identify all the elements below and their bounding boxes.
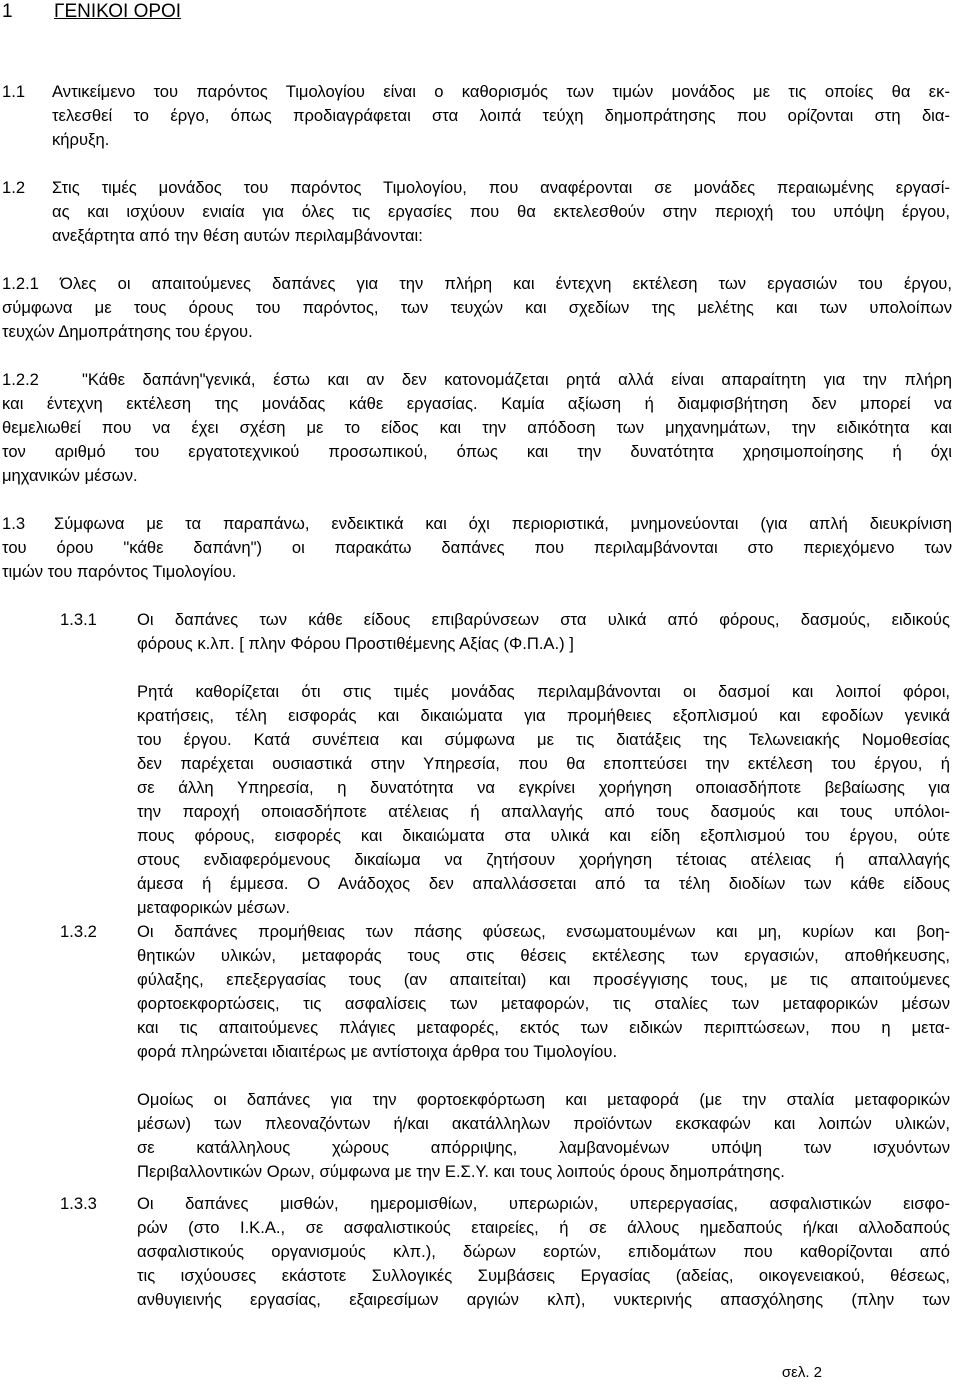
paragraph-line: μέσων) των πλεοναζόντων ή/και ακατάλληλων προϊόντων εκσκαφών και λοιπών υλικών, xyxy=(137,1114,950,1133)
section-number-1-2: 1.2 xyxy=(2,178,26,197)
paragraph-line: άμεσα ή έμμεσα. Ο Ανάδοχος δεν απαλλάσσεται από τα τέλη διοδίων των κάθε είδους xyxy=(137,874,950,893)
heading-title: ΓΕΝΙΚΟΙ ΟΡΟΙ xyxy=(54,1,182,22)
paragraph-line: μεταφορικών μέσων. xyxy=(137,898,291,917)
paragraph-line: μηχανικών μέσων. xyxy=(2,466,138,485)
paragraph-line: Περιβαλλοντικών Ορων, σύμφωνα με την Ε.Σ.Υ. και τους λοιπούς όρους δημοπράτησης. xyxy=(137,1162,785,1181)
paragraph-1-3-1-body xyxy=(137,680,950,920)
paragraph-line: τις ισχύουσες εκάστοτε Συλλογικές Συμβάσεις Εργασίας (αδείας, οικογενειακού, θέσεως, xyxy=(137,1266,950,1285)
paragraph-line: του όρου "κάθε δαπάνη") οι παρακάτω δαπάνες που περιλαμβάνονται στο περιεχόμενο των xyxy=(2,538,952,557)
paragraph-line: Αντικείμενο του παρόντος Τιμολογίου είναι ο καθορισμός των τιμών μονάδος με τις οποίες θα εκ- xyxy=(52,82,950,101)
paragraph-1-2-2 xyxy=(2,368,952,488)
paragraph-1-2 xyxy=(52,176,950,248)
paragraph-1-3-3 xyxy=(137,1192,950,1312)
paragraph-line: στους ενδιαφερόμενους δικαίωμα να ζητήσουν χορήγηση τέτοιας ατέλειας ή απαλλαγής xyxy=(137,850,950,869)
section-number-1-1: 1.1 xyxy=(2,82,26,101)
paragraph-1-3-1 xyxy=(137,608,950,656)
paragraph-line: τον αριθμό του εργατοτεχνικού προσωπικού, όπως και την δυνατότητα χρησιμοποίησης ή όχι xyxy=(2,442,952,461)
page-number: σελ. 2 xyxy=(781,1364,822,1381)
paragraph-line: 1.2.1 Όλες οι απαιτούμενες δαπάνες για την πλήρη και έντεχνη εκτέλεση των εργασιών του έργου, xyxy=(2,274,952,293)
paragraph-line: τιμών του παρόντος Τιμολογίου. xyxy=(2,562,237,581)
paragraph-line: ανθυγιεινής εργασίας, εξαιρεσίμων αργιών κλπ), νυκτερινής απασχόλησης (πλην των xyxy=(137,1290,950,1309)
paragraph-line: Οι δαπάνες προμήθειας των πάσης φύσεως, ενσωματουμένων και μη, κυρίων και βοη- xyxy=(137,922,950,941)
paragraph-line: σε άλλη Υπηρεσία, η δυνατότητα να εγκρίνει χορήγηση οποιασδήποτε βεβαίωσης για xyxy=(137,778,950,797)
paragraph-line: ανεξάρτητα από την θέση αυτών περιλαμβάνονται: xyxy=(52,226,423,245)
paragraph-line: φορτοεκφορτώσεις, τις ασφαλίσεις των μεταφορών, τις σταλίες των μεταφορικών μέσων xyxy=(137,994,950,1013)
paragraph-line: Στις τιμές μονάδος του παρόντος Τιμολογίου, που αναφέρονται σε μονάδες περαιωμένης εργασί- xyxy=(52,178,950,197)
section-number-1-3-1: 1.3.1 xyxy=(60,610,97,629)
section-heading xyxy=(2,0,181,24)
paragraph-line: σε κατάλληλους χώρους απόρριψης, λαμβανομένων υπόψη των ισχυόντων xyxy=(137,1138,950,1157)
paragraph-line: ας και ισχύουν ενιαία για όλες τις εργασίες που θα εκτελεσθούν στην περιοχή του υπόψη έργου, xyxy=(52,202,950,221)
paragraph-line: φόρους κ.λπ. [ πλην Φόρου Προστιθέμενης Αξίας (Φ.Π.Α.) ] xyxy=(137,634,574,653)
paragraph-line: και τις απαιτούμενες πλάγιες μεταφορές, εκτός των ειδικών περιπτώσεων, που η μετα- xyxy=(137,1018,950,1037)
paragraph-line: τευχών Δημοπράτησης του έργου. xyxy=(2,322,253,341)
paragraph-line: την παροχή οποιασδήποτε ατέλειας ή απαλλαγής από τους δασμούς και τους υπόλοι- xyxy=(137,802,950,821)
paragraph-1-3-2 xyxy=(137,920,950,1064)
paragraph-line: του έργου. Κατά συνέπεια και σύμφωνα με τις διατάξεις της Τελωνειακής Νομοθεσίας xyxy=(137,730,950,749)
paragraph-line: φορά πληρώνεται ιδιαιτέρως με αντίστοιχα άρθρα του Τιμολογίου. xyxy=(137,1042,618,1061)
paragraph-line: τελεσθεί το έργο, όπως προδιαγράφεται στα λοιπά τεύχη δημοπράτησης που ορίζονται στη δια- xyxy=(52,106,950,125)
paragraph-1-1 xyxy=(52,80,950,152)
heading-number: 1 xyxy=(2,1,13,22)
paragraph-line: και έντεχνη εκτέλεση της μονάδας κάθε εργασίας. Καμία αξίωση ή διαμφισβήτηση δεν μπορεί να xyxy=(2,394,952,413)
paragraph-line: πους φόρους, εισφορές και δικαιώματα στα υλικά και είδη εξοπλισμού του έργου, ούτε xyxy=(137,826,950,845)
paragraph-1-3-2-body xyxy=(137,1088,950,1184)
paragraph-line: Οι δαπάνες των κάθε είδους επιβαρύνσεων στα υλικά από φόρους, δασμούς, ειδικούς xyxy=(137,610,950,629)
paragraph-line: Σύμφωνα με τα παραπάνω, ενδεικτικά και όχι περιοριστικά, μνημονεύονται (για απλή διευκρίνιση xyxy=(54,514,952,533)
paragraph-line: θητικών υλικών, μεταφοράς τους στις θέσεις εκτέλεσης των εργασιών, αποθήκευσης, xyxy=(137,946,950,965)
paragraph-line: Ομοίως οι δαπάνες για την φορτοεκφόρτωση και μεταφορά (με την σταλία μεταφορικών xyxy=(137,1090,950,1109)
section-number-1-2-2: 1.2.2 xyxy=(2,370,39,389)
paragraph-line: δεν παρέχεται ουσιαστικά στην Υπηρεσία, που θα εποπτεύσει την εκτέλεση του έργου, ή xyxy=(137,754,950,773)
paragraph-1-3 xyxy=(2,512,952,584)
paragraph-line: σύμφωνα με τους όρους του παρόντος, των τευχών και σχεδίων της μελέτης και των υπολοίπων xyxy=(2,298,952,317)
paragraph-line: ρών (στο Ι.Κ.Α., σε ασφαλιστικούς εταιρείες, ή σε άλλους ημεδαπούς ή/και αλλοδαπούς xyxy=(137,1218,950,1237)
paragraph-line: "Κάθε δαπάνη"γενικά, έστω και αν δεν κατονομάζεται ρητά αλλά είναι απαραίτητη για την πλήρη xyxy=(82,370,952,389)
paragraph-line: ασφαλιστικούς οργανισμούς κλπ.), δώρων εορτών, επιδομάτων που καθορίζονται από xyxy=(137,1242,950,1261)
paragraph-line: κήρυξη. xyxy=(52,130,110,149)
section-number-1-3: 1.3 xyxy=(2,514,26,533)
paragraph-line: θεμελιωθεί που να έχει σχέση με το είδος και την απόδοση των μηχανημάτων, την ειδικότητα και xyxy=(2,418,952,437)
section-number-1-3-3: 1.3.3 xyxy=(60,1194,97,1213)
paragraph-line: κρατήσεις, τέλη εισφοράς και δικαιώματα για προμήθειες εξοπλισμού και εφοδίων γενικά xyxy=(137,706,950,725)
paragraph-line: Οι δαπάνες μισθών, ημερομισθίων, υπερωριών, υπερεργασίας, ασφαλιστικών εισφο- xyxy=(137,1194,950,1213)
paragraph-line: Ρητά καθορίζεται ότι στις τιμές μονάδας περιλαμβάνονται οι δασμοί και λοιποί φόροι, xyxy=(137,682,950,701)
section-number-1-3-2: 1.3.2 xyxy=(60,922,97,941)
paragraph-line: φύλαξης, επεξεργασίας τους (αν απαιτείται) και προσέγγισης τους, με τις απαιτούμενες xyxy=(137,970,950,989)
paragraph-1-2-1 xyxy=(2,272,952,344)
